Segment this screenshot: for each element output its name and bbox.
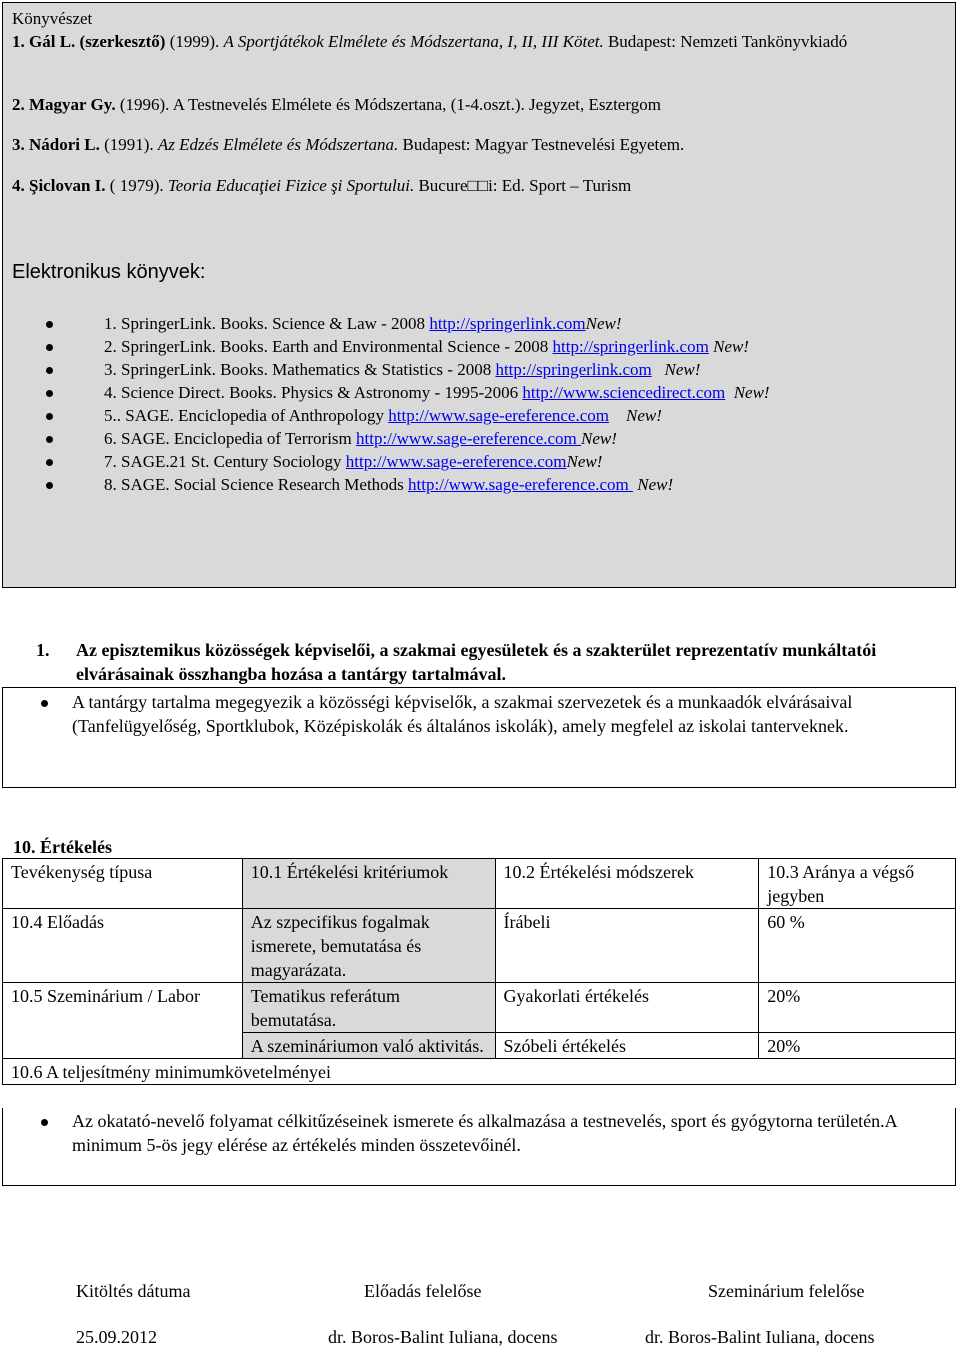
table-cell: 60 % (759, 909, 956, 983)
header-cell: 10.3 Aránya a végső jegyben (759, 859, 956, 909)
bullet-icon (46, 482, 53, 489)
header-cell: 10.1 Értékelési kritériumok (242, 859, 495, 909)
table-row (3, 909, 956, 983)
table-row (3, 1059, 956, 1085)
table-cell: Szóbeli értékelés (495, 1033, 759, 1059)
bullet-icon (46, 390, 53, 397)
section-10-title: 10. Értékelés (13, 837, 112, 857)
list-item: 6. SAGE. Enciclopedia of Terrorism http://www.sage-ereference.com New! (3, 427, 770, 450)
evaluation-table (2, 858, 956, 1085)
ebook-link[interactable]: http://springerlink.com (429, 314, 586, 333)
seminar-responsible-label: Szeminárium felelőse (708, 1281, 865, 1301)
ebooks-title: Elektronikus könyvek: (12, 261, 206, 283)
lecture-responsible-label: Előadás felelőse (364, 1281, 482, 1301)
bullet-icon (46, 344, 53, 351)
bibliography-item-4: 4. Şiclovan I. ( 1979). Teoria Educaţiei Fizice şi Sportului. Bucure□□i: Ed. Sport – Turism (12, 176, 632, 195)
table-cell: 20% (759, 1033, 956, 1059)
seminar-responsible-name: dr. Boros-Balint Iuliana, docens (645, 1327, 875, 1347)
list-item: 7. SAGE.21 St. Century Sociology http://www.sage-ereference.comNew! (3, 450, 770, 473)
bullet-icon (46, 321, 53, 328)
ebook-link[interactable]: http://www.sage-ereference.com (356, 429, 582, 448)
min-requirements-text: Az okatató-nevelő folyamat célkitűzéseinek ismerete és alkalmazása a testnevelés, sport és gyógytorna területén.A minimum 5-ös jegy elérése az értékelés minden összetevőinél. (72, 1111, 897, 1155)
bibliography-item-1: 1. Gál L. (szerkesztő) (1999). A Sportjátékok Elmélete és Módszertana, I, II, III Kötet. Budapest: Nemzeti Tankönyvkiadó (12, 32, 848, 51)
list-item: 8. SAGE. Social Science Research Methods http://www.sage-ereference.com New! (3, 473, 770, 496)
table-cell: Írábeli (495, 909, 759, 983)
list-item: 4. Science Direct. Books. Physics & Astronomy - 1995-2006 http://www.sciencedirect.com New! (3, 381, 770, 404)
list-item: 2. SpringerLink. Books. Earth and Environmental Science - 2008 http://springerlink.com New! (3, 335, 770, 358)
bullet-icon (46, 459, 53, 466)
bullet-icon (41, 700, 48, 707)
list-item: 1. SpringerLink. Books. Science & Law - 2008 http://springerlink.comNew! (3, 312, 770, 335)
bibliography-box (2, 2, 956, 588)
table-cell: A szemináriumon való aktivitás. (242, 1033, 495, 1059)
lecture-responsible-name: dr. Boros-Balint Iuliana, docens (328, 1327, 558, 1347)
table-cell: 20% (759, 983, 956, 1033)
min-requirements-box (2, 1108, 956, 1186)
ebook-link[interactable]: http://www.sage-ereference.com (388, 406, 609, 425)
ebooks-list (3, 312, 770, 496)
bibliography-heading: Könyvészet (12, 9, 93, 28)
section-9-title: 1. Az episztemikus közösségek képviselői, a szakmai egyesületek és a szakterület reprezentatív munkáltatói elvárásainak összhangba hozása a tantárgy tartalmával. (36, 640, 877, 684)
ebook-link[interactable]: http://www.sage-ereference.com (408, 475, 634, 494)
list-item: 5.. SAGE. Enciclopedia of Anthropology http://www.sage-ereference.com New! (3, 404, 770, 427)
bullet-icon (46, 367, 53, 374)
date-label: Kitöltés dátuma (76, 1281, 191, 1301)
bullet-icon (46, 436, 53, 443)
bullet-icon (41, 1119, 48, 1126)
bibliography-item-2: 2. Magyar Gy. (1996). A Testnevelés Elmélete és Módszertana, (1-4.oszt.). Jegyzet, Esztergom (12, 95, 661, 114)
bibliography-item-3: 3. Nádori L. (1991). Az Edzés Elmélete és Módszertana. Budapest: Magyar Testnevelési Egyetem. (12, 135, 685, 154)
table-row (3, 983, 956, 1033)
header-cell: Tevékenység típusa (3, 859, 243, 909)
ebook-link[interactable]: http://springerlink.com (552, 337, 709, 356)
ebook-link[interactable]: http://www.sage-ereference.com (345, 452, 567, 471)
table-cell: Gyakorlati értékelés (495, 983, 759, 1033)
date-value: 25.09.2012 (76, 1327, 157, 1347)
ebook-link[interactable]: http://springerlink.com (495, 360, 652, 379)
header-cell: 10.2 Értékelési módszerek (495, 859, 759, 909)
bullet-icon (46, 413, 53, 420)
table-cell: 10.5 Szeminárium / Labor (3, 983, 243, 1059)
table-cell: 10.4 Előadás (3, 909, 243, 983)
list-item: 3. SpringerLink. Books. Mathematics & Statistics - 2008 http://springerlink.com New! (3, 358, 770, 381)
ebook-link[interactable]: http://www.sciencedirect.com (522, 383, 726, 402)
section-9-text: A tantárgy tartalma megegyezik a közösségi képviselők, a szakmai szervezetek és a munkaadók elvárásaival (Tanfelügyelőség, Sportklubok, Középiskolák és általános iskolák), amely megfelel az iskolai tanterveknek. (72, 692, 853, 736)
section-9-box (2, 687, 956, 788)
table-cell: Az szpecifikus fogalmak ismerete, bemutatása és magyarázata. (242, 909, 495, 983)
table-header-row (3, 859, 956, 909)
table-cell: Tematikus referátum bemutatása. (242, 983, 495, 1033)
min-requirements-title: 10.6 A teljesítmény minimumkövetelményei (3, 1059, 956, 1085)
